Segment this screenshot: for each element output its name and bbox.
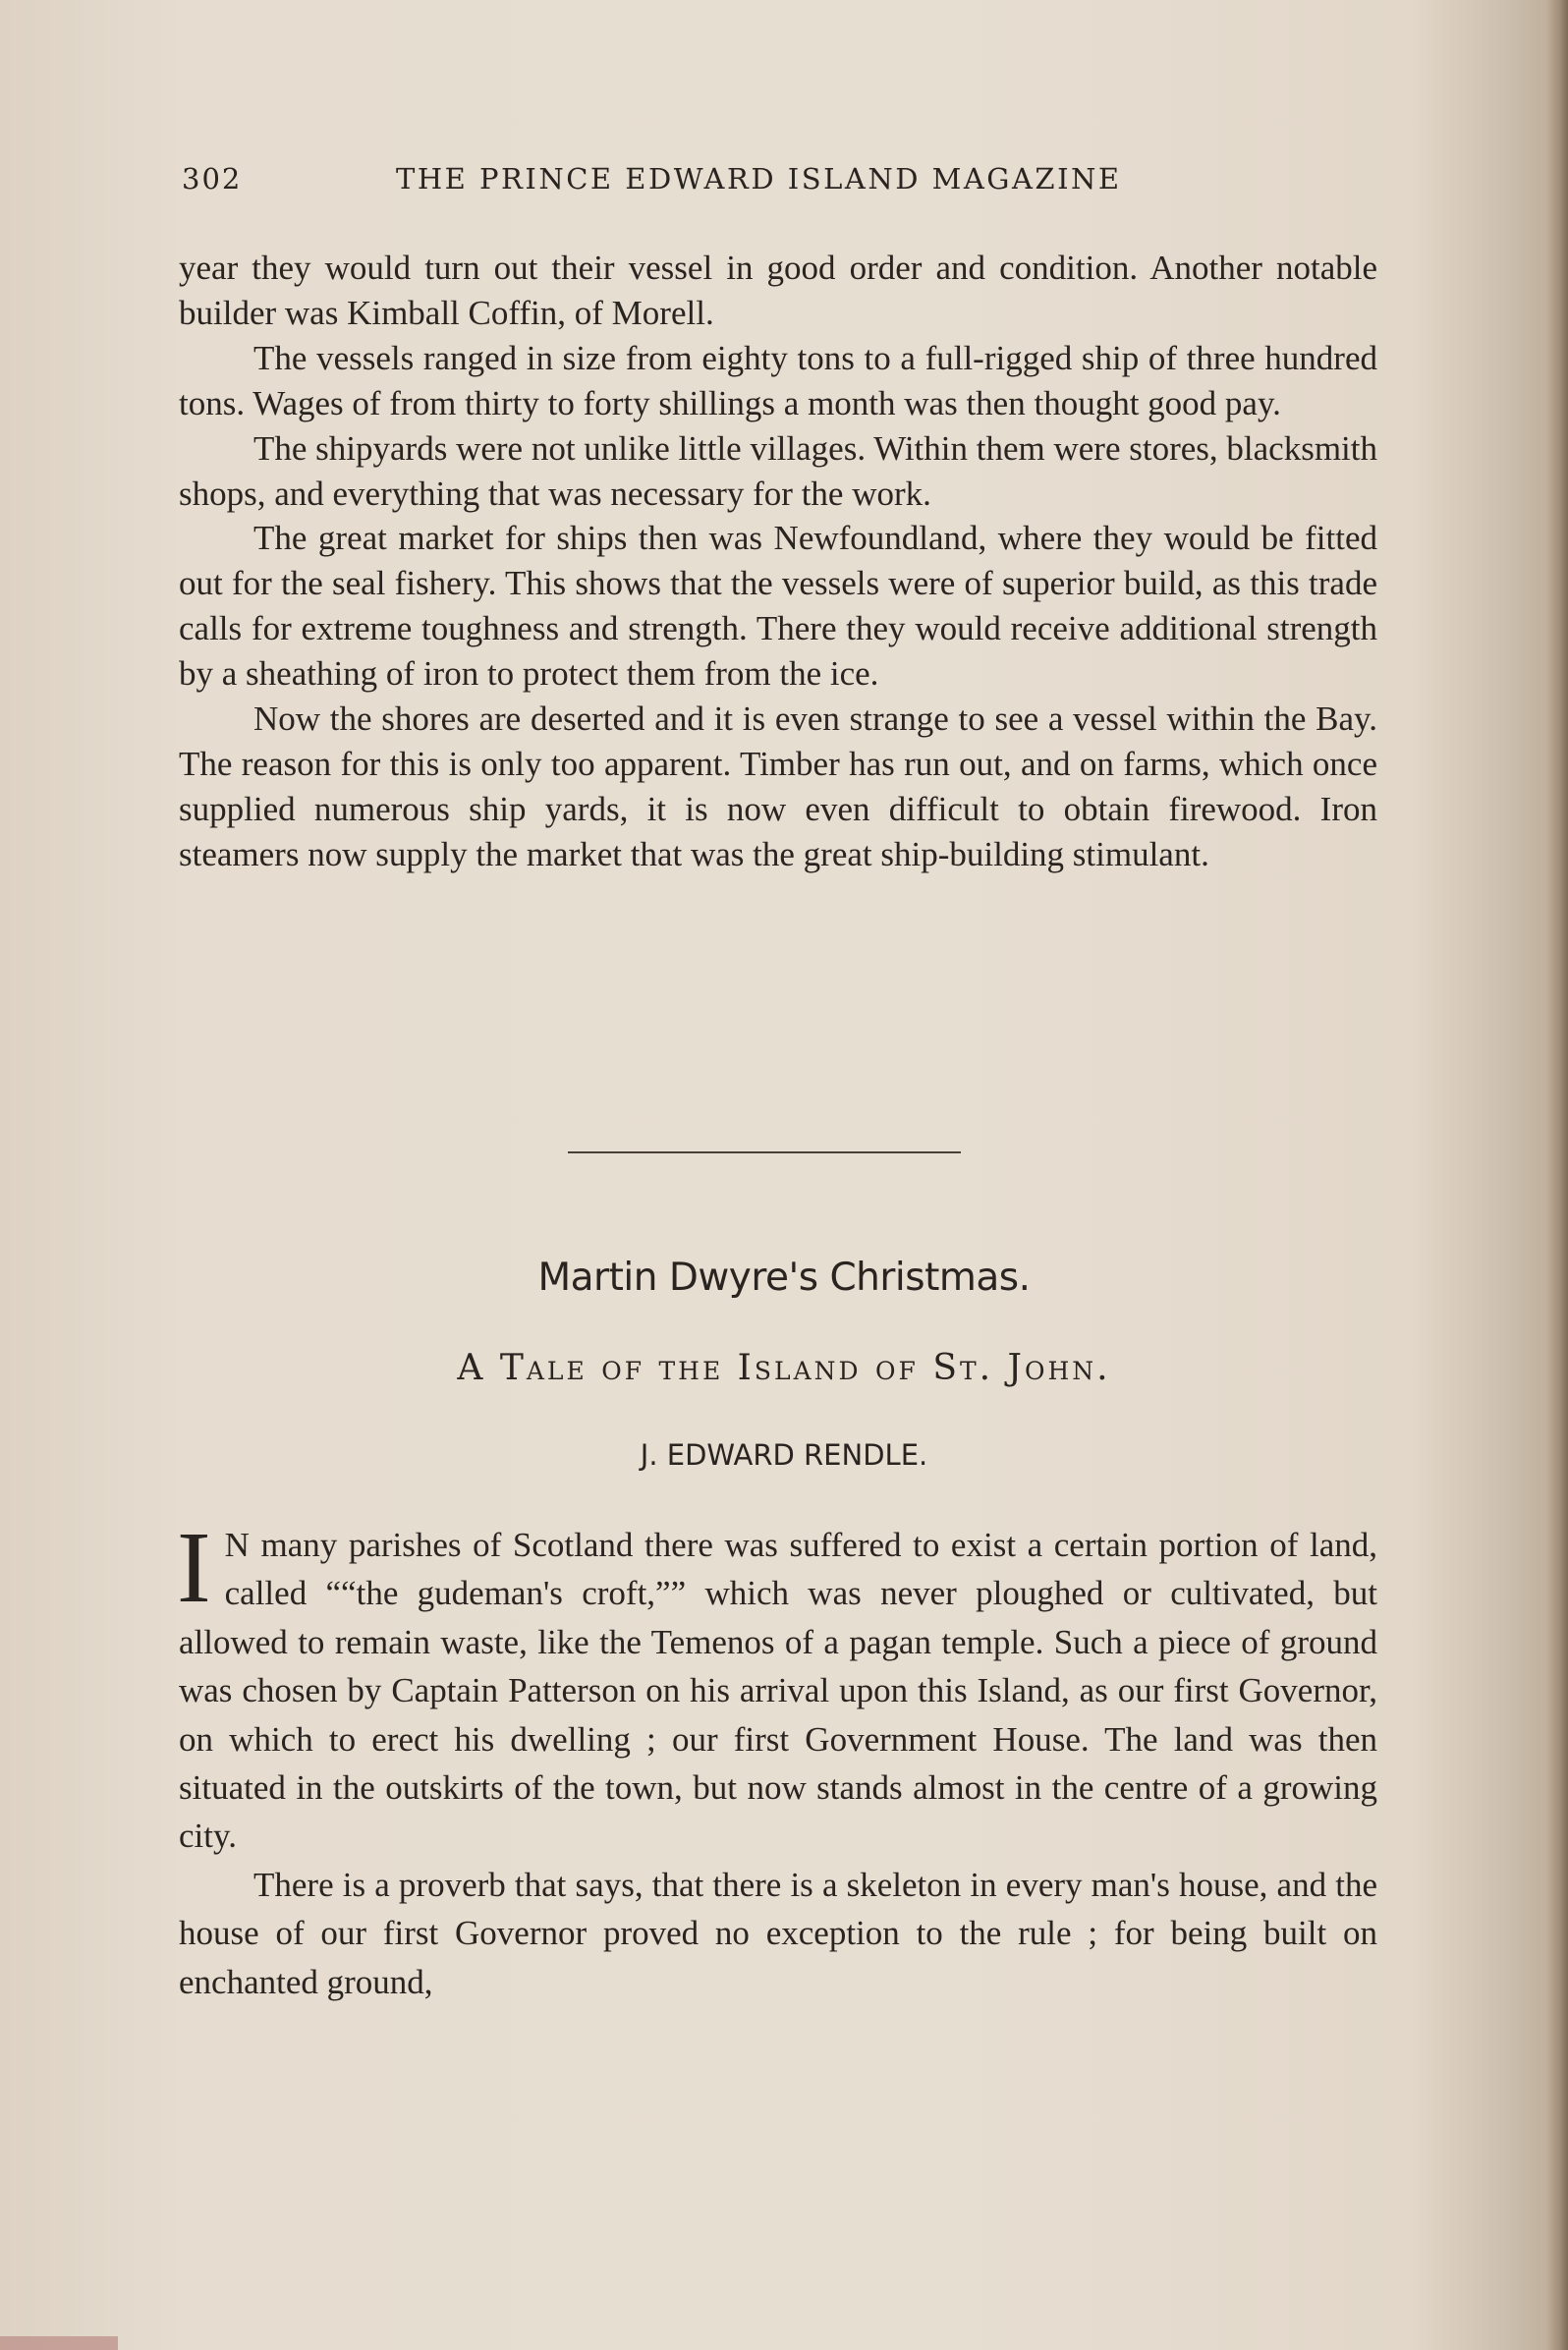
paragraph: The shipyards were not unlike little villages. Within them were stores, blacksmith shops, and everything that was necessary for the work. <box>179 428 1377 513</box>
story-subtitle: A Tale of the Island of St. John. <box>457 1348 1111 1388</box>
paragraph: Now the shores are deserted and it is even strange to see a vessel within the Bay. The reason for this is only too apparent. Timber has run out, and on farms, which once supplied numerous ship yards, it is now even difficult to obtain firewood. Iron steamers now supply the market that was the great ship-building stimulant. <box>179 699 1377 873</box>
section-divider <box>568 1151 961 1153</box>
magazine-title: THE PRINCE EDWARD ISLAND MAGAZINE <box>396 162 1122 196</box>
article-continuation <box>179 246 1377 877</box>
running-head <box>182 162 1164 201</box>
paragraph <box>177 1511 1377 1861</box>
page-number: 302 <box>182 162 243 196</box>
paragraph-text: N many parishes of Scotland there was suffered to exist a certain portion of land, called ““the gudeman's croft,”” which was never ploughed or cultivated, but allowed to remain waste, like the Temenos of a pagan temple. Such a piece of ground was chosen by Captain Patterson on his arrival upon this Island, as our first Governor, on which to erect his dwelling ; our first Government House. The land was then situated in the outskirts of the town, but now stands almost in the centre of a growing city. <box>179 1526 1377 1856</box>
page-corner-stain <box>0 2336 118 2350</box>
story-body <box>177 1511 1377 2006</box>
paragraph: The great market for ships then was Newfoundland, where they would be fitted out for the seal fishery. This shows that the vessels were of superior build, as this trade calls for extreme toughness and strength. There they would receive additional strength by a sheathing of iron to protect them from the ice. <box>179 519 1377 694</box>
story-title: Martin Dwyre's Christmas. <box>537 1256 1031 1300</box>
paragraph: There is a proverb that says, that there is a skeleton in every man's house, and the house of our first Governor proved no exception to the rule ; for being built on enchanted ground, <box>179 1865 1377 2001</box>
drop-cap: I <box>177 1511 211 1624</box>
story-author: J. EDWARD RENDLE. <box>640 1438 928 1472</box>
paragraph: The vessels ranged in size from eighty tons to a full-rigged ship of three hundred tons. Wages of from thirty to forty shillings a month was then thought good pay. <box>179 338 1377 422</box>
paragraph: year they would turn out their vessel in good order and condition. Another notable builder was Kimball Coffin, of Morell. <box>179 249 1377 332</box>
page-edge-shadow <box>1546 0 1568 2350</box>
